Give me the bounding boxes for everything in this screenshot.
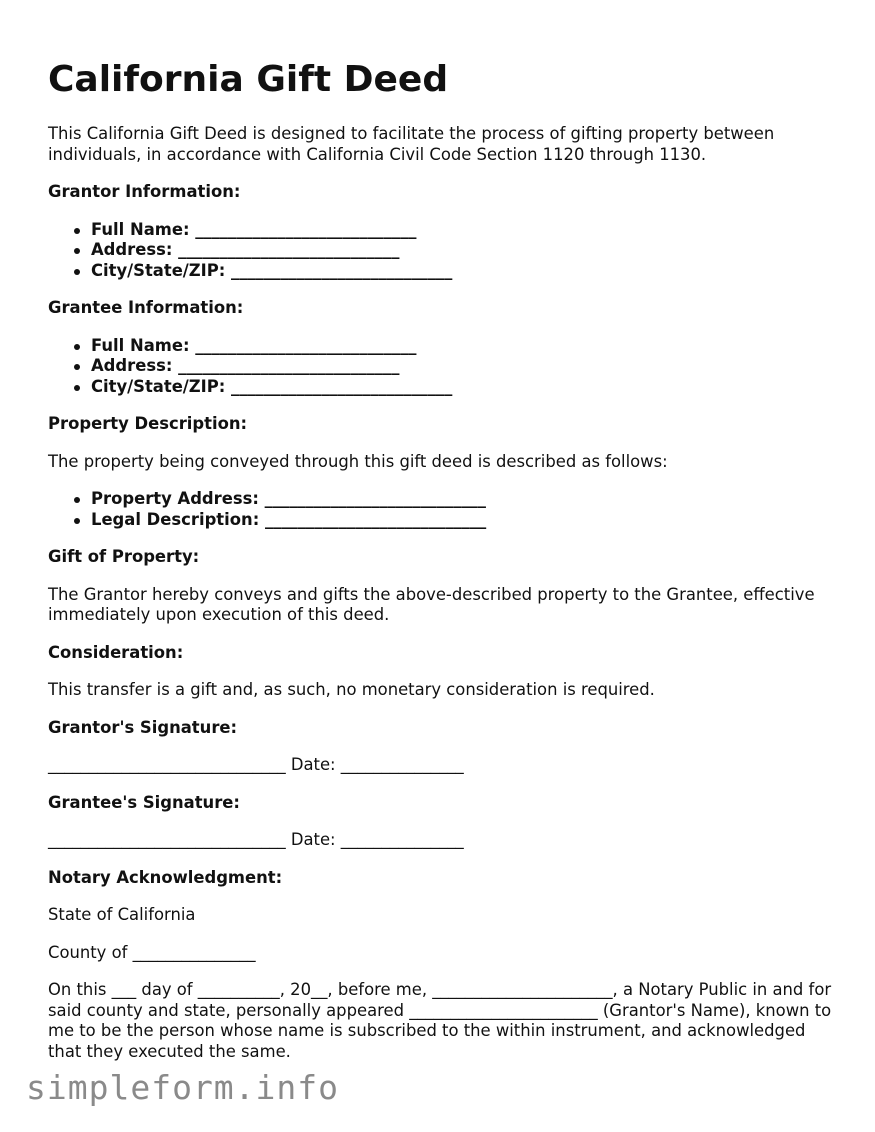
grantee-heading: Grantee Information: <box>48 298 244 317</box>
document-page <box>48 58 838 1079</box>
consideration-text: This transfer is a gift and, as such, no monetary consideration is required. <box>48 680 655 699</box>
consideration-heading: Consideration: <box>48 642 184 662</box>
gift-heading: Gift of Property: <box>48 547 200 566</box>
notary-text: On this ___ day of __________, 20__, before me, ______________________, a Notary Public in and for said county and state, personally appeared _______________________ (Grantor's Name), known to me to be the person whose name is subscribed to the within instrument, and acknowledged that they executed the same. <box>48 980 832 1061</box>
grantor-signature-heading: Grantor's Signature: <box>48 717 238 737</box>
property-text: The property being conveyed through this gift deed is described as follows: <box>48 451 668 471</box>
grantor-heading: Grantor Information: <box>48 182 241 201</box>
notary-heading: Notary Acknowledgment: <box>48 867 283 887</box>
grantee-signature-heading: Grantee's Signature: <box>48 792 240 812</box>
grantor-city-state-zip: City/State/ZIP: ___________________________ <box>91 261 838 282</box>
grantee-full-name: Full Name: ___________________________ <box>91 336 838 357</box>
grantor-list <box>48 220 838 282</box>
intro-paragraph: This California Gift Deed is designed to facilitate the process of gifting property between individuals, in accordance with California Civil Code Section 1120 through 1130. <box>48 124 775 164</box>
grantee-list <box>48 336 838 398</box>
legal-description: Legal Description: ___________________________ <box>91 510 838 531</box>
grantor-signature-line: _____________________________ Date: _______________ <box>48 755 464 774</box>
grantor-full-name: Full Name: ___________________________ <box>91 220 838 241</box>
page-title: California Gift Deed <box>48 59 449 100</box>
grantor-address: Address: ___________________________ <box>91 240 838 261</box>
property-heading: Property Description: <box>48 414 248 433</box>
grantee-address: Address: ___________________________ <box>91 356 838 377</box>
property-list <box>48 489 838 530</box>
watermark: simpleform.info <box>26 1068 340 1107</box>
grantee-city-state-zip: City/State/ZIP: ___________________________ <box>91 377 838 398</box>
property-address: Property Address: ___________________________ <box>91 489 838 510</box>
notary-state: State of California <box>48 905 196 924</box>
gift-text: The Grantor hereby conveys and gifts the above-described property to the Grantee, effective immediately upon execution of this deed. <box>48 584 815 624</box>
grantee-signature-line: _____________________________ Date: _______________ <box>48 830 464 849</box>
notary-county: County of _______________ <box>48 942 256 962</box>
